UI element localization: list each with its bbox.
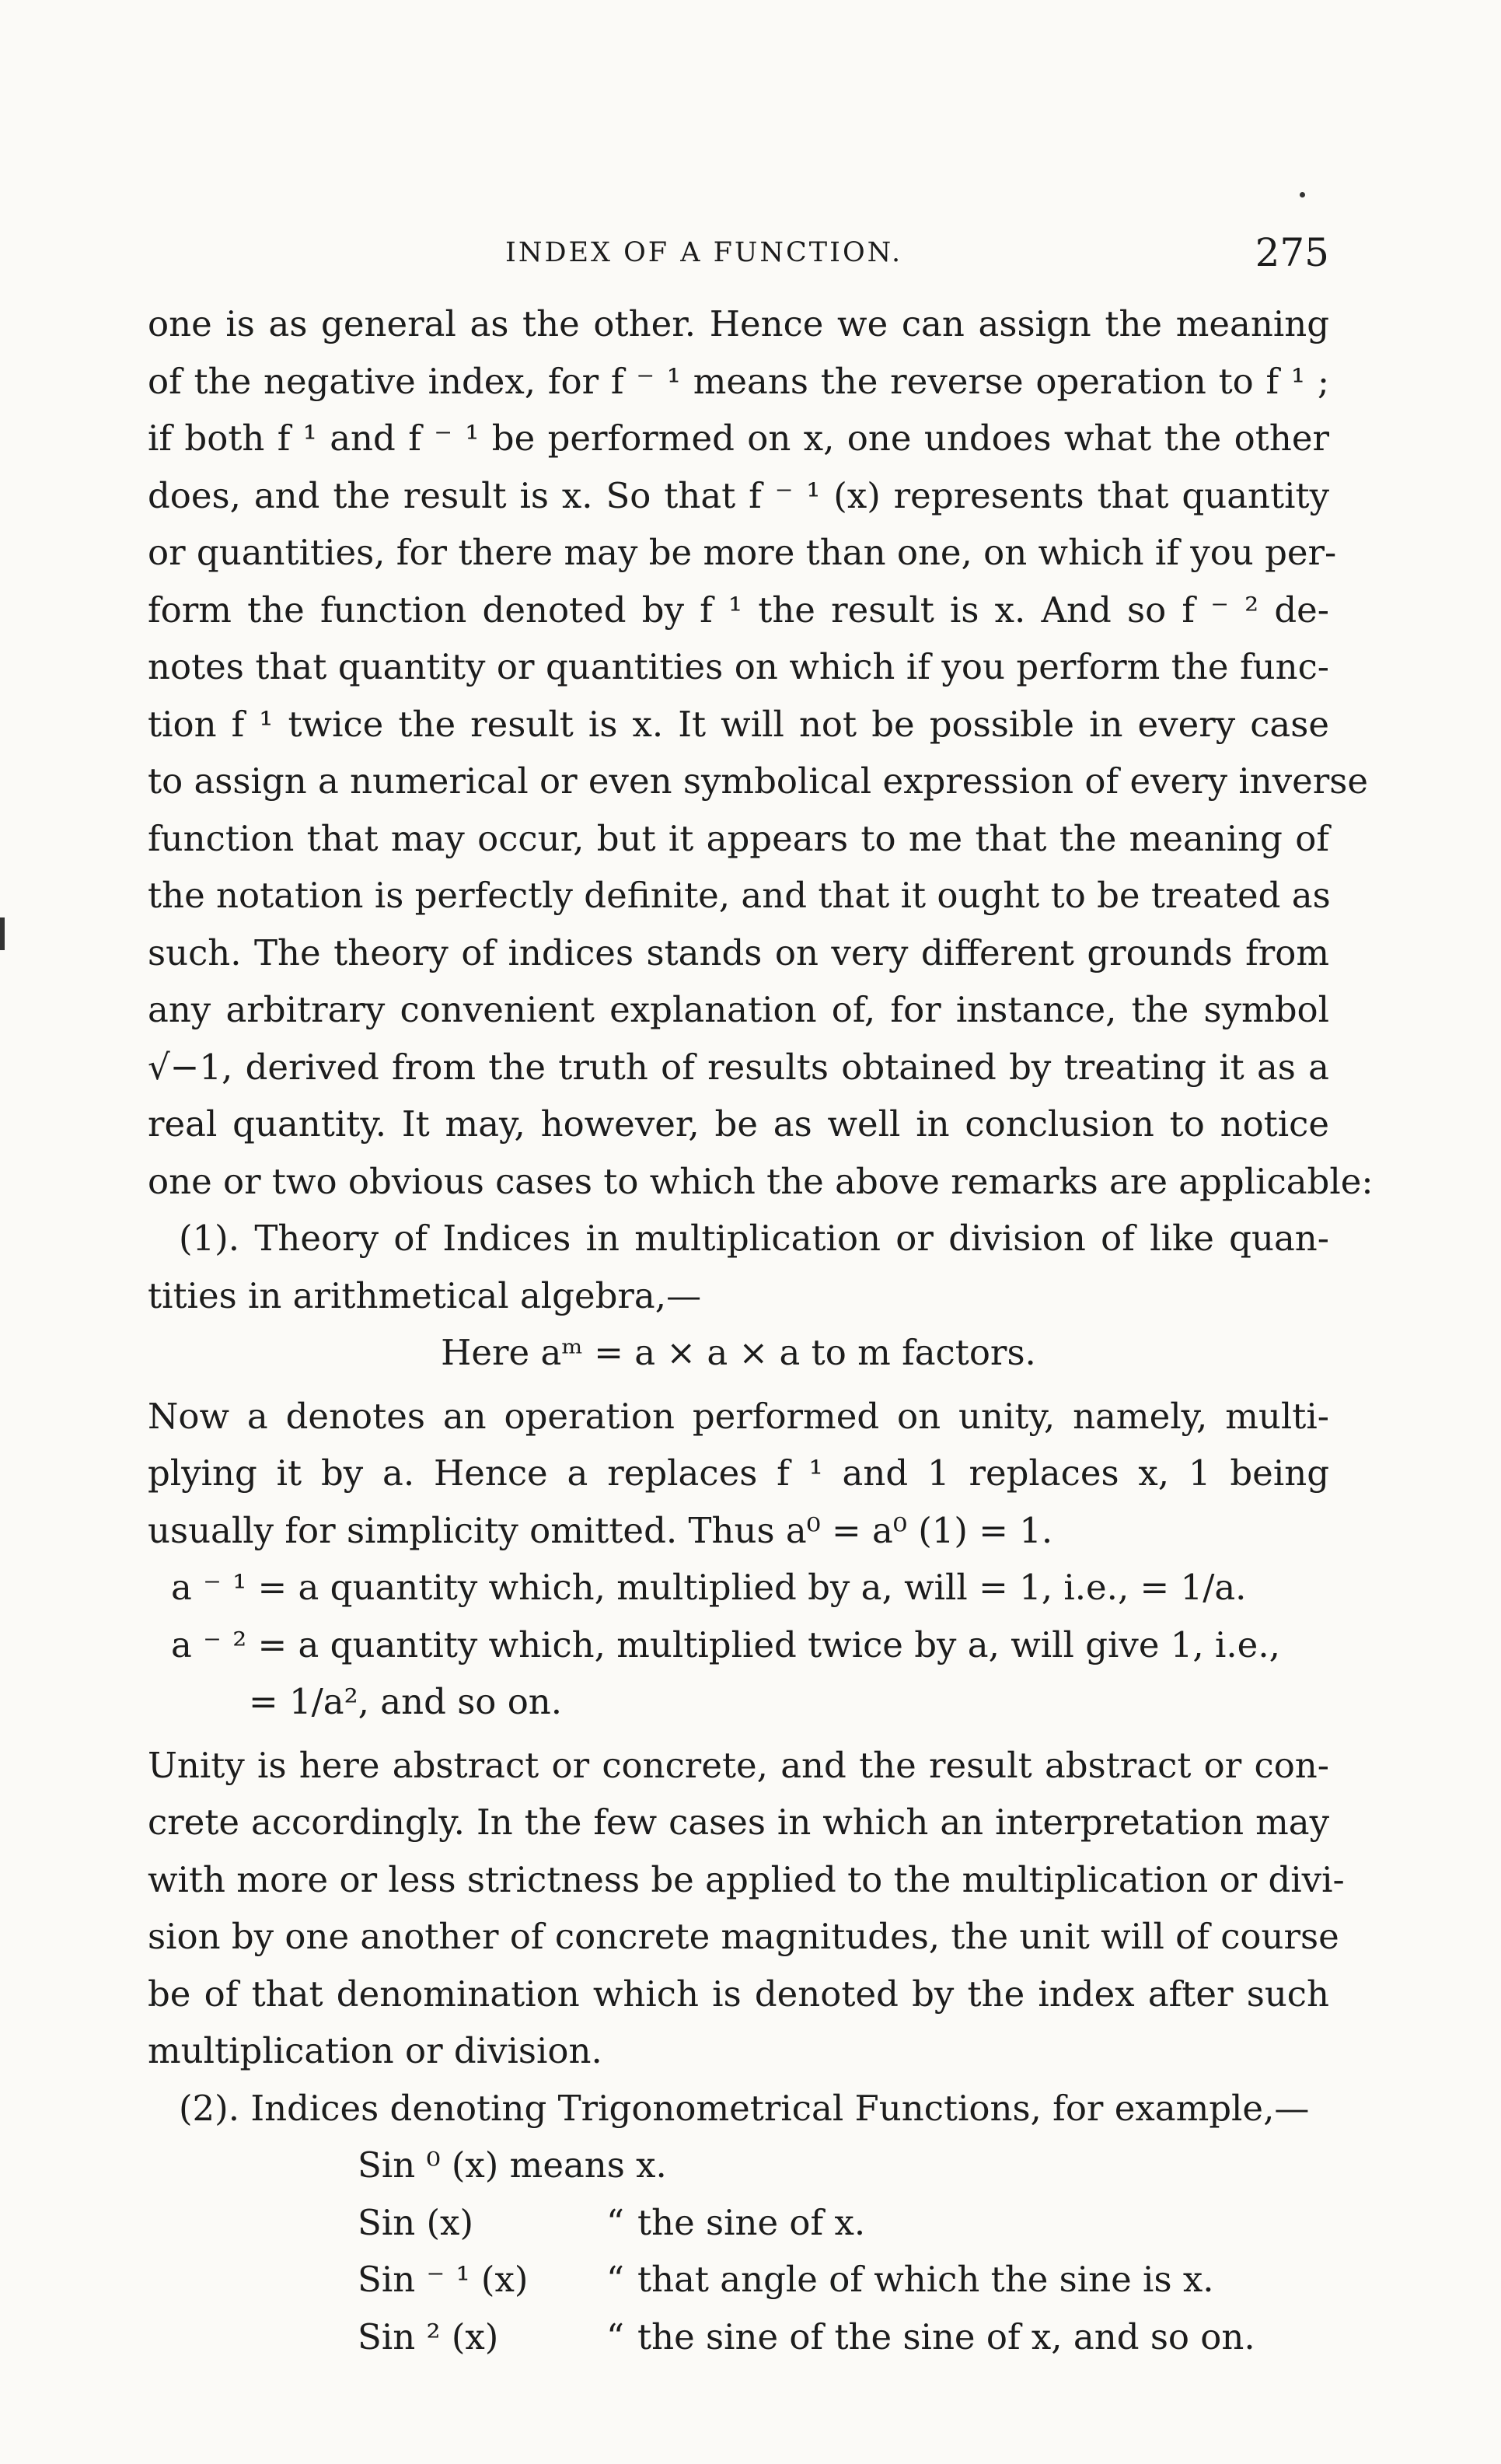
text-line: Now a denotes an operation performed on unity, namely, multi- — [148, 1395, 1329, 1437]
formula-line: a ⁻ ¹ = a quantity which, multiplied by a, will = 1, i.e., = 1/a. — [171, 1567, 1247, 1608]
formula-power: Here aᵐ = a × a × a to m factors. — [441, 1332, 1036, 1373]
text-line: plying it by a. Hence a replaces f ¹ and 1 replaces x, 1 being — [148, 1452, 1329, 1494]
text-line: to assign a numerical or even symbolical expression of every inverse — [148, 760, 1369, 802]
formula-line: a ⁻ ² = a quantity which, multiplied twice by a, will give 1, i.e., — [171, 1623, 1280, 1665]
margin-tick — [0, 917, 5, 950]
page-number: 275 — [1255, 230, 1329, 275]
trig-examples — [358, 2137, 1329, 2365]
trig-row — [358, 2137, 1329, 2194]
text-line: (2). Indices denoting Trigonometrical Functions, for example,— — [179, 2087, 1310, 2129]
text-line: or quantities, for there may be more than one, on which if you per- — [148, 532, 1337, 573]
trig-row — [358, 2251, 1329, 2308]
text-line: crete accordingly. In the few cases in which an interpretation may — [148, 1802, 1329, 1843]
text-line: one or two obvious cases to which the above remarks are applicable: — [148, 1160, 1374, 1202]
text-line: function that may occur, but it appears to me that the meaning of — [148, 817, 1329, 859]
text-line: notes that quantity or quantities on which if you perform the func- — [148, 646, 1329, 687]
text-line: any arbitrary convenient explanation of, for instance, the symbol — [148, 989, 1329, 1030]
trig-expression: Sin ⁻ ¹ (x) — [358, 2259, 529, 2300]
paragraph-unity-concrete — [148, 1737, 1345, 2080]
text-line: multiplication or division. — [148, 2030, 602, 2071]
trig-row — [358, 2194, 1329, 2252]
text-line: (1). Theory of Indices in multiplication or division of like quan- — [179, 1218, 1329, 1259]
trig-meaning: the sine of the sine of x, and so on. — [637, 2315, 1255, 2357]
text-line: √−1, derived from the truth of results obtained by treating it as a — [148, 1046, 1329, 1088]
section-2-heading — [148, 2080, 1329, 2137]
text-line: one is as general as the other. Hence we can assign the meaning — [148, 303, 1329, 344]
text-line: be of that denomination which is denoted by the index after such — [148, 1973, 1329, 2015]
trig-row — [358, 2308, 1329, 2366]
paragraph-negative-index — [148, 295, 1374, 1210]
text-line: Unity is here abstract or concrete, and the result abstract or con- — [148, 1744, 1329, 1786]
text-line: such. The theory of indices stands on very different grounds from — [148, 931, 1329, 973]
formula-block — [148, 1559, 1329, 1731]
text-line: the notation is perfectly definite, and that it ought to be treated as — [148, 875, 1331, 916]
paragraph-unity-operation — [148, 1388, 1329, 1560]
formula-line: = 1/a², and so on. — [249, 1681, 563, 1722]
trig-meaning: that angle of which the sine is x. — [637, 2259, 1214, 2300]
text-line: does, and the result is x. So that f ⁻ ¹ (x) represents that quantity — [148, 474, 1329, 516]
text-line: if both f ¹ and f ⁻ ¹ be performed on x, one undoes what the other — [148, 418, 1329, 459]
trig-expression: Sin ² (x) — [358, 2315, 499, 2357]
book-page — [148, 225, 1374, 2365]
text-line: usually for simplicity omitted. Thus a⁰ = a⁰ (1) = 1. — [148, 1509, 1053, 1551]
trig-meaning: the sine of x. — [637, 2201, 866, 2243]
trig-expression: Sin ⁰ (x) means x. — [358, 2144, 667, 2186]
running-head: INDEX OF A FUNCTION. — [505, 237, 903, 268]
margin-dot — [1300, 192, 1305, 197]
text-line: of the negative index, for f ⁻ ¹ means the reverse operation to f ¹ ; — [148, 360, 1329, 402]
text-line: tion f ¹ twice the result is x. It will not be possible in every case — [148, 703, 1329, 745]
text-line: sion by one another of concrete magnitudes, the unit will of course — [148, 1916, 1339, 1957]
text-line: with more or less strictness be applied to the multiplication or divi- — [148, 1858, 1345, 1900]
section-1-heading — [148, 1210, 1329, 1324]
text-line: tities in arithmetical algebra,— — [148, 1274, 702, 1316]
ditto-mark: “ — [606, 2259, 625, 2300]
text-line: real quantity. It may, however, be as well in conclusion to notice — [148, 1103, 1329, 1145]
trig-expression: Sin (x) — [358, 2201, 473, 2243]
text-line: form the function denoted by f ¹ the result is x. And so f ⁻ ² de- — [148, 589, 1329, 631]
ditto-mark: “ — [606, 2315, 625, 2357]
ditto-mark: “ — [606, 2201, 625, 2243]
page-header — [148, 225, 1329, 295]
